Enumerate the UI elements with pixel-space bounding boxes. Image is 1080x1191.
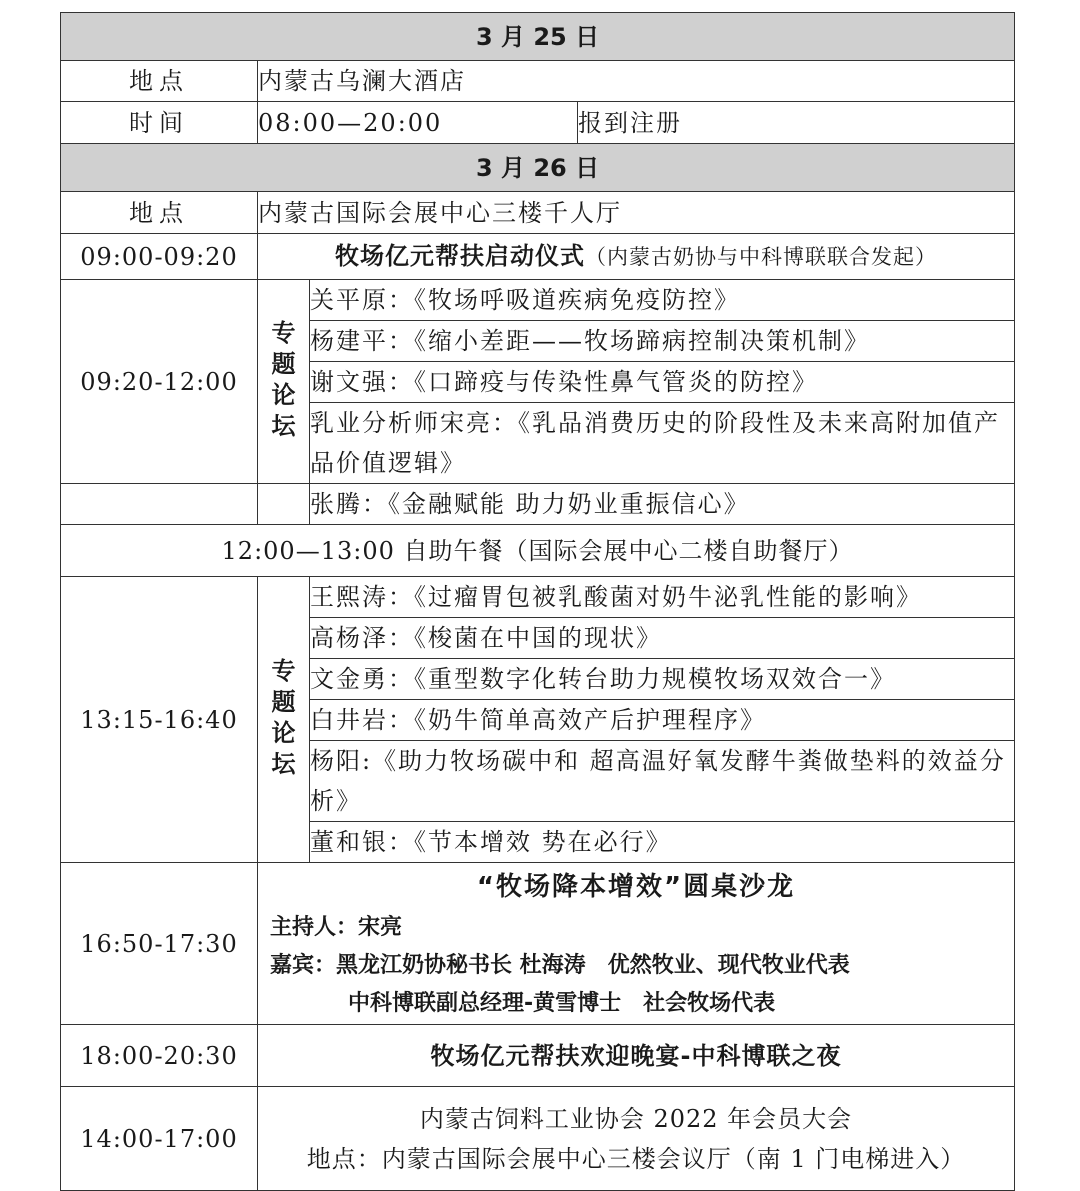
ceremony-title: 牧场亿元帮扶启动仪式 <box>335 242 586 270</box>
forum1-label: 专题论坛 <box>258 280 310 484</box>
forum2-talk: 高杨泽：《梭菌在中国的现状》 <box>310 618 1015 659</box>
ceremony-note: （内蒙古奶协与中科博联联合发起） <box>585 245 938 269</box>
day1-activity: 报到注册 <box>578 102 1015 144</box>
forum2-time: 13:15-16:40 <box>61 577 258 863</box>
forum2-talk: 白井岩：《奶牛简单高效产后护理程序》 <box>310 700 1015 741</box>
assembly-time: 14:00-17:00 <box>61 1087 258 1191</box>
forum2-talk: 董和银：《节本增效 势在必行》 <box>310 822 1015 863</box>
time-label: 时间 <box>61 102 258 144</box>
forum2-label: 专题论坛 <box>258 577 310 863</box>
assembly-title: 内蒙古饲料工业协会 2022 年会员大会 <box>419 1104 853 1133</box>
forum1-talk-row <box>61 484 1015 525</box>
salon-title: “牧场降本增效”圆桌沙龙 <box>476 871 796 902</box>
ceremony-row <box>61 234 1015 280</box>
salon-guest: 社会牧场代表 <box>643 990 776 1016</box>
salon-guests <box>258 947 1014 985</box>
assembly-location: 地点：内蒙古国际会展中心三楼会议厅（南 1 门电梯进入） <box>306 1144 966 1173</box>
day2-location: 内蒙古国际会展中心三楼千人厅 <box>258 192 1015 234</box>
forum2-talk: 杨阳:《助力牧场碳中和 超高温好氧发酵牛粪做垫料的效益分析》 <box>310 741 1015 822</box>
ceremony-cell <box>258 234 1015 280</box>
location-label: 地点 <box>61 61 258 102</box>
location-label: 地点 <box>61 192 258 234</box>
lunch-info: 12:00—13:00 自助午餐（国际会展中心二楼自助餐厅） <box>61 525 1015 577</box>
forum1-talk: 张腾：《金融赋能 助力奶业重振信心》 <box>310 484 1015 525</box>
banquet-time: 18:00-20:30 <box>61 1025 258 1087</box>
day1-time: 08:00—20:00 <box>258 102 578 144</box>
lunch-row <box>61 525 1015 577</box>
day1-time-row <box>61 102 1015 144</box>
ceremony-time: 09:00-09:20 <box>61 234 258 280</box>
banquet-title: 牧场亿元帮扶欢迎晚宴-中科博联之夜 <box>258 1025 1015 1087</box>
salon-host: 主持人：宋亮 <box>270 914 403 940</box>
day2-date: 3 月 26 日 <box>61 144 1015 192</box>
salon-row <box>61 863 1015 1025</box>
salon-cell <box>258 863 1015 1025</box>
forum1-talk-row <box>61 280 1015 321</box>
salon-time: 16:50-17:30 <box>61 863 258 1025</box>
day1-date: 3 月 25 日 <box>61 13 1015 61</box>
day1-header-row <box>61 13 1015 61</box>
day2-location-row <box>61 192 1015 234</box>
assembly-row <box>61 1087 1015 1191</box>
forum1-time: 09:20-12:00 <box>61 280 258 484</box>
forum1-talk: 杨建平：《缩小差距——牧场蹄病控制决策机制》 <box>310 321 1015 362</box>
salon-guest: 中科博联副总经理-黄雪博士 <box>348 990 622 1016</box>
salon-guests-cont <box>258 985 1014 1023</box>
empty-cell <box>258 484 310 525</box>
empty-cell <box>61 484 258 525</box>
banquet-row <box>61 1025 1015 1087</box>
forum1-talk: 乳业分析师宋亮：《乳品消费历史的阶段性及未来高附加值产品价值逻辑》 <box>310 403 1015 484</box>
salon-guest: 优然牧业、现代牧业代表 <box>607 952 850 978</box>
day1-location-row <box>61 61 1015 102</box>
forum1-talk: 谢文强：《口蹄疫与传染性鼻气管炎的防控》 <box>310 362 1015 403</box>
forum2-talk-row <box>61 577 1015 618</box>
day2-header-row <box>61 144 1015 192</box>
salon-guests-label: 嘉宾： <box>270 952 337 978</box>
forum2-talk: 王熙涛：《过瘤胃包被乳酸菌对奶牛泌乳性能的影响》 <box>310 577 1015 618</box>
day1-location: 内蒙古乌澜大酒店 <box>258 61 1015 102</box>
assembly-cell <box>258 1087 1015 1191</box>
schedule-table <box>60 12 1015 1191</box>
salon-guest: 黑龙江奶协秘书长 杜海涛 <box>336 952 586 978</box>
forum1-talk: 关平原：《牧场呼吸道疾病免疫防控》 <box>310 280 1015 321</box>
forum2-talk: 文金勇：《重型数字化转台助力规模牧场双效合一》 <box>310 659 1015 700</box>
